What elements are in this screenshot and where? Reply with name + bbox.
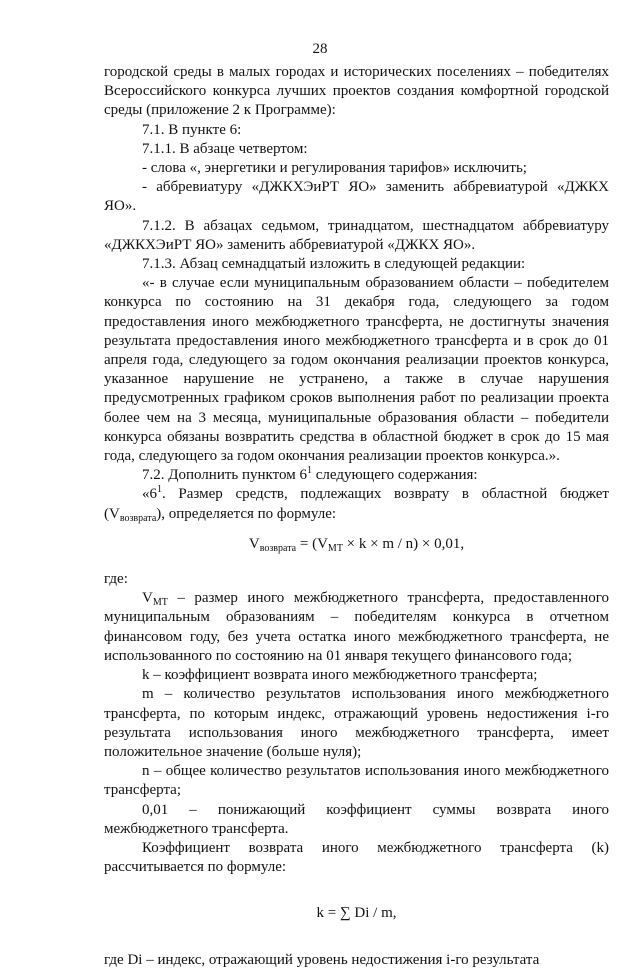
paragraph-001: 0,01 – понижающий коэффициент суммы возврата иного межбюджетного трансферта.	[104, 801, 609, 837]
formula-k: k = ∑ Di / m,	[316, 905, 397, 922]
vmt-symbol: V	[142, 590, 153, 607]
vmt-text: – размер иного межбюджетного трансферта, предоставленного муниципальным образованиям – победителям конкурса в отчетном финансовом году, без учета остатка иного межбюджетного трансферта, не использованного по состоянию на 01 января текущего финансового года;	[104, 590, 609, 664]
formula-1-v: V	[248, 535, 260, 552]
item-72-lead: 7.2. Дополнить пунктом 6	[142, 467, 307, 484]
document-body	[104, 63, 609, 970]
item-61-close: ), определяется по формуле:	[156, 505, 337, 522]
item-61-sup: 1	[157, 484, 162, 496]
paragraph-7-2	[104, 466, 609, 485]
paragraph-quote: «- в случае если муниципальным образованием области – победителем конкурса по состоянию на 31 декабря года, следующего за годом предоставления иного межбюджетного трансферта, не достигнуты значения результата предоставления иного межбюджетного трансферта и в срок до 01 апреля года, следующего за годом окончания реализации проектов конкурса, указанное нарушение не устранено, а также в случае нарушения предусмотренных графиком сроков выполнения работ по реализации проекта более чем на 3 месяца, муниципальные образования области – победители конкурса обязаны возвратить средства в областной бюджет в срок до 15 мая года, следующего за годом окончания реализации проектов конкурса.».	[104, 275, 609, 465]
vmt-sub: МТ	[152, 597, 168, 609]
paragraph-where: где:	[104, 571, 128, 588]
formula-return	[104, 535, 609, 554]
paragraph-coefficient: Коэффициент возврата иного межбюджетного трансферта (k) рассчитывается по формуле:	[104, 839, 609, 876]
paragraph-n: n – общее количество результатов использования иного межбюджетного трансферта;	[104, 763, 609, 799]
formula-1-sub: возврата	[259, 542, 297, 554]
formula-1-rest2: × k × m / n) × 0,01,	[342, 535, 465, 552]
paragraph-vmt	[104, 589, 609, 666]
formula-1-sub2: МТ	[327, 542, 343, 554]
paragraph-dash-2: - аббревиатуру «ДЖКХЭиРТ ЯО» заменить аббревиатурой «ДЖКХ ЯО».	[104, 179, 609, 215]
paragraph-intro: городской среды в малых городах и исторических поселениях – победителях Всероссийского конкурса лучших проектов создания комфортной городской среды (приложение 2 к Программе):	[104, 64, 609, 119]
formula-1-rest: = (V	[296, 535, 328, 552]
item-72-sup: 1	[306, 465, 312, 477]
paragraph-7-1-3: 7.1.3. Абзац семнадцатый изложить в следующей редакции:	[142, 256, 526, 273]
item-61-open: «6	[142, 486, 157, 503]
paragraph-7-1-1: 7.1.1. В абзаце четвертом:	[142, 140, 308, 157]
item-61-sub: возврата	[119, 512, 157, 524]
paragraph-m: m – количество результатов использования иного межбюджетного трансферта, по которым индекс, отражающий уровень недостижения i-го результата использования иного межбюджетного трансферта, имеет положительное значение (больше нуля);	[104, 686, 609, 760]
paragraph-6-1	[104, 485, 609, 523]
paragraph-7-1: 7.1. В пункте 6:	[142, 121, 242, 138]
page-number: 28	[312, 41, 328, 57]
paragraph-di: где Di – индекс, отражающий уровень недостижения i-го результата	[104, 951, 540, 968]
paragraph-k: k – коэффициент возврата иного межбюджетного трансферта;	[142, 667, 538, 684]
paragraph-7-1-2: 7.1.2. В абзацах седьмом, тринадцатом, шестнадцатом аббревиатуру «ДЖКХЭиРТ ЯО» заменить аббревиатурой «ДЖКХ ЯО».	[104, 217, 609, 253]
item-72-tail: следующего содержания:	[311, 467, 478, 484]
paragraph-dash-1: - слова «, энергетики и регулирования тарифов» исключить;	[142, 160, 527, 177]
item-61-text: . Размер средств, подлежащих возврату в областной бюджет (V	[104, 486, 609, 522]
